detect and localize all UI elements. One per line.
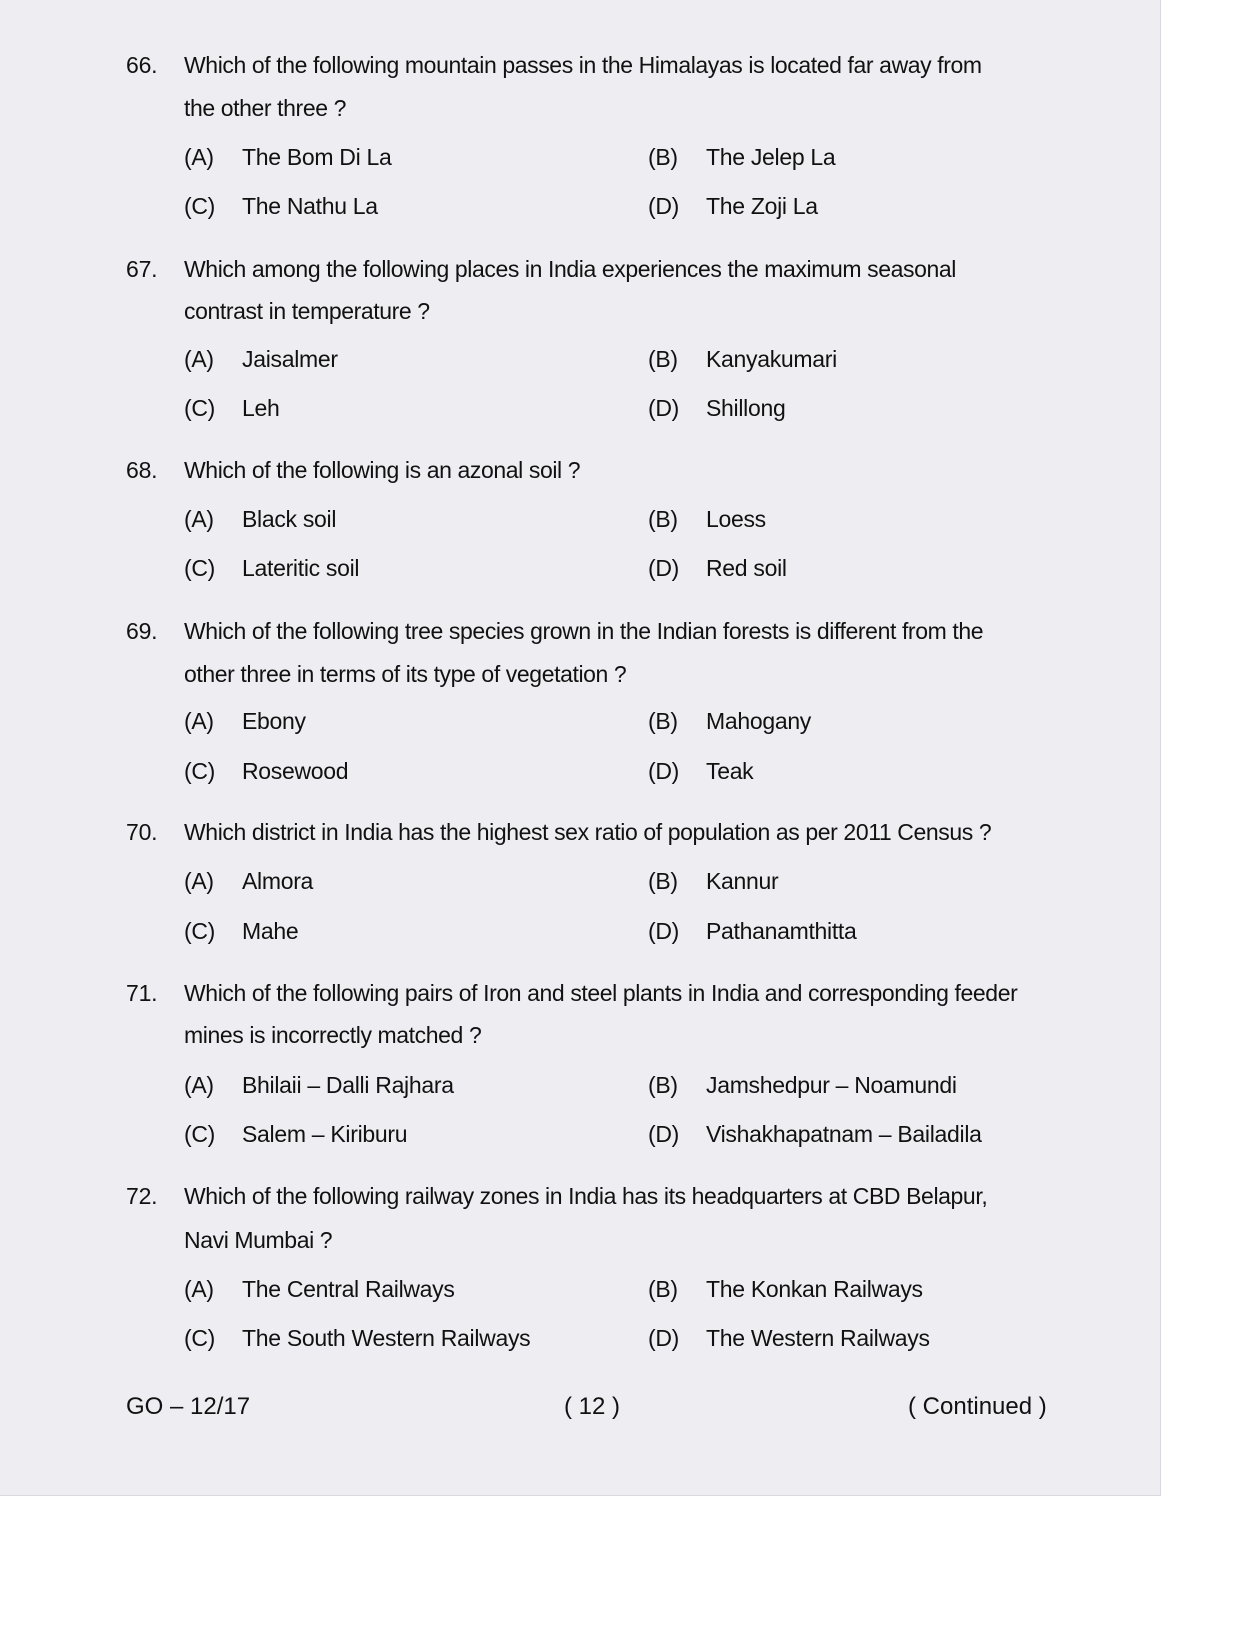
option-c	[184, 395, 279, 422]
paper-code: GO – 12/17	[126, 1393, 251, 1420]
option-label: (B)	[648, 506, 678, 532]
option-label: (D)	[648, 555, 680, 581]
option-b	[648, 506, 766, 533]
question-number: 68.	[126, 457, 158, 483]
question-text-line-1: Which of the following pairs of Iron and steel plants in India and corresponding feeder	[184, 980, 1018, 1006]
option-c	[184, 1121, 407, 1148]
question-text-line-1: Which of the following railway zones in India has its headquarters at CBD Belapur,	[184, 1183, 988, 1209]
option-label: (C)	[184, 758, 216, 784]
option-d	[648, 1325, 930, 1352]
option-d	[648, 758, 753, 785]
option-label: (C)	[184, 395, 216, 421]
option-label: (D)	[648, 918, 680, 944]
option-text: Ebony	[242, 708, 306, 734]
option-text: Jamshedpur – Noamundi	[706, 1072, 957, 1098]
option-text: Kanyakumari	[706, 346, 837, 372]
option-b	[648, 144, 835, 171]
option-text: Kannur	[706, 868, 779, 894]
option-a	[184, 1276, 455, 1303]
option-text: Vishakhapatnam – Bailadila	[706, 1121, 982, 1147]
option-b	[648, 346, 837, 373]
option-label: (D)	[648, 758, 680, 784]
question-text-line-2: other three in terms of its type of vegetation ?	[184, 661, 627, 687]
option-a	[184, 506, 336, 533]
option-a	[184, 346, 338, 373]
option-text: The Zoji La	[706, 193, 818, 219]
option-label: (A)	[184, 1072, 214, 1098]
option-a	[184, 868, 313, 895]
question-number: 72.	[126, 1183, 158, 1209]
option-label: (B)	[648, 1072, 678, 1098]
option-a	[184, 144, 392, 171]
option-c	[184, 758, 348, 785]
option-text: The Konkan Railways	[706, 1276, 923, 1302]
option-c	[184, 1325, 530, 1352]
question-number: 71.	[126, 980, 158, 1006]
option-text: Pathanamthitta	[706, 918, 857, 944]
continued-label: ( Continued )	[908, 1393, 1047, 1420]
page-number: ( 12 )	[564, 1393, 621, 1420]
option-label: (C)	[184, 1325, 216, 1351]
option-label: (D)	[648, 395, 680, 421]
option-label: (B)	[648, 1276, 678, 1302]
option-label: (D)	[648, 1325, 680, 1351]
question-text-line-2: the other three ?	[184, 95, 346, 121]
option-text: Mahe	[242, 918, 299, 944]
option-text: Salem – Kiriburu	[242, 1121, 408, 1147]
question-text-line-1: Which district in India has the highest sex ratio of population as per 2011 Census ?	[184, 819, 992, 845]
option-label: (A)	[184, 868, 214, 894]
option-text: The Western Railways	[706, 1325, 930, 1351]
option-text: Almora	[242, 868, 314, 894]
option-text: Rosewood	[242, 758, 349, 784]
option-b	[648, 868, 778, 895]
option-label: (C)	[184, 1121, 216, 1147]
option-label: (A)	[184, 506, 214, 532]
option-d	[648, 918, 857, 945]
option-text: Jaisalmer	[242, 346, 338, 372]
option-a	[184, 708, 306, 735]
question-number: 69.	[126, 618, 158, 644]
option-text: Loess	[706, 506, 766, 532]
option-b	[648, 1072, 957, 1099]
option-a	[184, 1072, 454, 1099]
option-text: The Nathu La	[242, 193, 378, 219]
option-label: (B)	[648, 708, 678, 734]
question-text-line-2: mines is incorrectly matched ?	[184, 1022, 482, 1048]
question-number: 67.	[126, 256, 158, 282]
option-label: (C)	[184, 918, 216, 944]
question-text-line-1: Which of the following mountain passes in the Himalayas is located far away from	[184, 52, 982, 78]
option-label: (A)	[184, 346, 214, 372]
option-label: (C)	[184, 193, 216, 219]
question-text-line-1: Which of the following is an azonal soil ?	[184, 457, 581, 483]
question-text-line-2: Navi Mumbai ?	[184, 1227, 333, 1253]
question-text-line-1: Which of the following tree species grown in the Indian forests is different from the	[184, 618, 984, 644]
option-b	[648, 1276, 923, 1303]
option-text: The South Western Railways	[242, 1325, 531, 1351]
option-text: Bhilaii – Dalli Rajhara	[242, 1072, 454, 1098]
option-c	[184, 193, 378, 220]
option-c	[184, 918, 298, 945]
option-label: (B)	[648, 346, 678, 372]
option-label: (B)	[648, 144, 678, 170]
question-text-line-1: Which among the following places in India experiences the maximum seasonal	[184, 256, 956, 282]
option-text: Shillong	[706, 395, 786, 421]
option-label: (A)	[184, 708, 214, 734]
option-label: (B)	[648, 868, 678, 894]
option-text: The Bom Di La	[242, 144, 392, 170]
option-b	[648, 708, 811, 735]
option-label: (D)	[648, 1121, 680, 1147]
option-text: The Jelep La	[706, 144, 836, 170]
option-text: Teak	[706, 758, 754, 784]
option-text: Mahogany	[706, 708, 812, 734]
option-label: (A)	[184, 1276, 214, 1302]
option-c	[184, 555, 359, 582]
option-label: (C)	[184, 555, 216, 581]
option-text: Red soil	[706, 555, 787, 581]
option-d	[648, 555, 787, 582]
option-label: (D)	[648, 193, 680, 219]
option-text: Lateritic soil	[242, 555, 360, 581]
option-text: Black soil	[242, 506, 337, 532]
option-text: Leh	[242, 395, 280, 421]
option-text: The Central Railways	[242, 1276, 455, 1302]
question-text-line-2: contrast in temperature ?	[184, 298, 430, 324]
question-number: 70.	[126, 819, 158, 845]
option-d	[648, 1121, 982, 1148]
option-d	[648, 395, 785, 422]
option-label: (A)	[184, 144, 214, 170]
option-d	[648, 193, 818, 220]
question-number: 66.	[126, 52, 158, 78]
